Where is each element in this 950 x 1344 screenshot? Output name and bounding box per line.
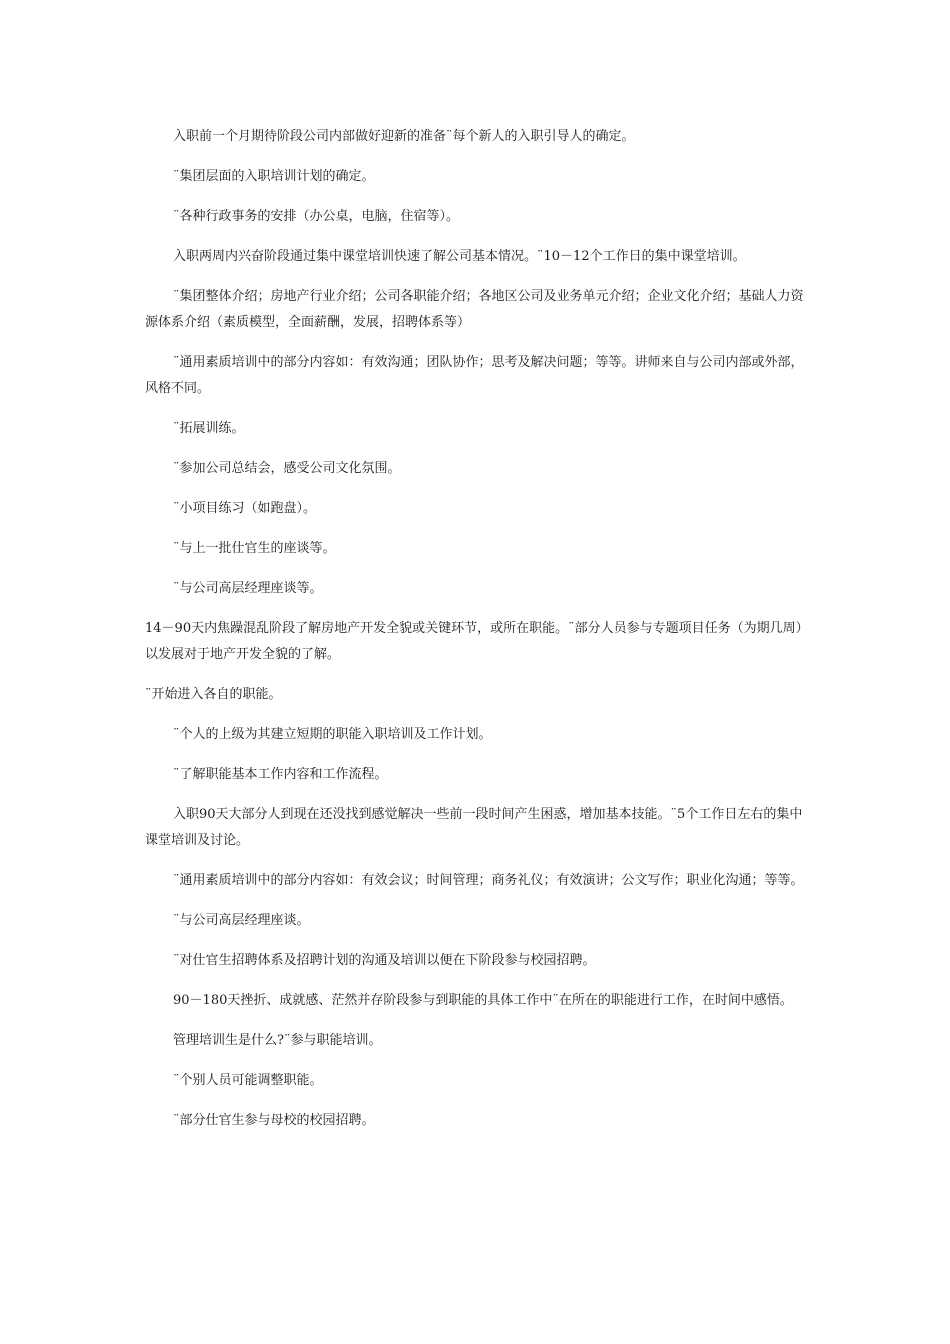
paragraph-2: ¨集团层面的入职培训计划的确定。	[173, 169, 375, 184]
paragraph-12: 14－90天内焦躁混乱阶段了解房地产开发全貌或关键环节，或所在职能。¨部分人员参与专题项目任务（为期几周）以发展对于地产开发全貌的了解。	[145, 621, 809, 662]
paragraph-16: 入职90天大部分人到现在还没找到感觉解决一些前一段时间产生困惑，增加基本技能。¨5个工作日左右的集中课堂培训及讨论。	[145, 807, 803, 848]
paragraph-11: ¨与公司高层经理座谈等。	[173, 581, 323, 596]
paragraph-17: ¨通用素质培训中的部分内容如：有效会议；时间管理；商务礼仪；有效演讲；公文写作；职业化沟通；等等。	[173, 873, 804, 888]
paragraph-6: ¨通用素质培训中的部分内容如：有效沟通；团队协作；思考及解决问题；等等。讲师来自与公司内部或外部，风格不同。	[145, 355, 804, 396]
document-body	[145, 124, 810, 1148]
paragraph-18: ¨与公司高层经理座谈。	[173, 913, 310, 928]
paragraph-21: 管理培训生是什么?¨参与职能培训。	[173, 1033, 382, 1048]
paragraph-15: ¨了解职能基本工作内容和工作流程。	[173, 767, 388, 782]
paragraph-9: ¨小项目练习（如跑盘）。	[173, 501, 317, 516]
paragraph-10: ¨与上一批仕官生的座谈等。	[173, 541, 336, 556]
paragraph-23: ¨部分仕官生参与母校的校园招聘。	[173, 1113, 375, 1128]
paragraph-1: 入职前一个月期待阶段公司内部做好迎新的准备¨每个新人的入职引导人的确定。	[173, 129, 635, 144]
paragraph-22: ¨个别人员可能调整职能。	[173, 1073, 323, 1088]
paragraph-20: 90－180天挫折、成就感、茫然并存阶段参与到职能的具体工作中¨在所在的职能进行工作，在时间中感悟。	[173, 993, 793, 1008]
paragraph-3: ¨各种行政事务的安排（办公桌，电脑，住宿等）。	[173, 209, 460, 224]
paragraph-19: ¨对仕官生招聘体系及招聘计划的沟通及培训以便在下阶段参与校园招聘。	[173, 953, 596, 968]
paragraph-14: ¨个人的上级为其建立短期的职能入职培训及工作计划。	[173, 727, 492, 742]
paragraph-7: ¨拓展训练。	[173, 421, 245, 436]
paragraph-5: ¨集团整体介绍；房地产行业介绍；公司各职能介绍；各地区公司及业务单元介绍；企业文化介绍；基础人力资源体系介绍（素质模型，全面薪酬，发展，招聘体系等）	[145, 289, 804, 330]
paragraph-13: ¨开始进入各自的职能。	[145, 687, 282, 702]
paragraph-8: ¨参加公司总结会，感受公司文化氛围。	[173, 461, 401, 476]
paragraph-4: 入职两周内兴奋阶段通过集中课堂培训快速了解公司基本情况。¨10－12个工作日的集中课堂培训。	[173, 249, 746, 264]
